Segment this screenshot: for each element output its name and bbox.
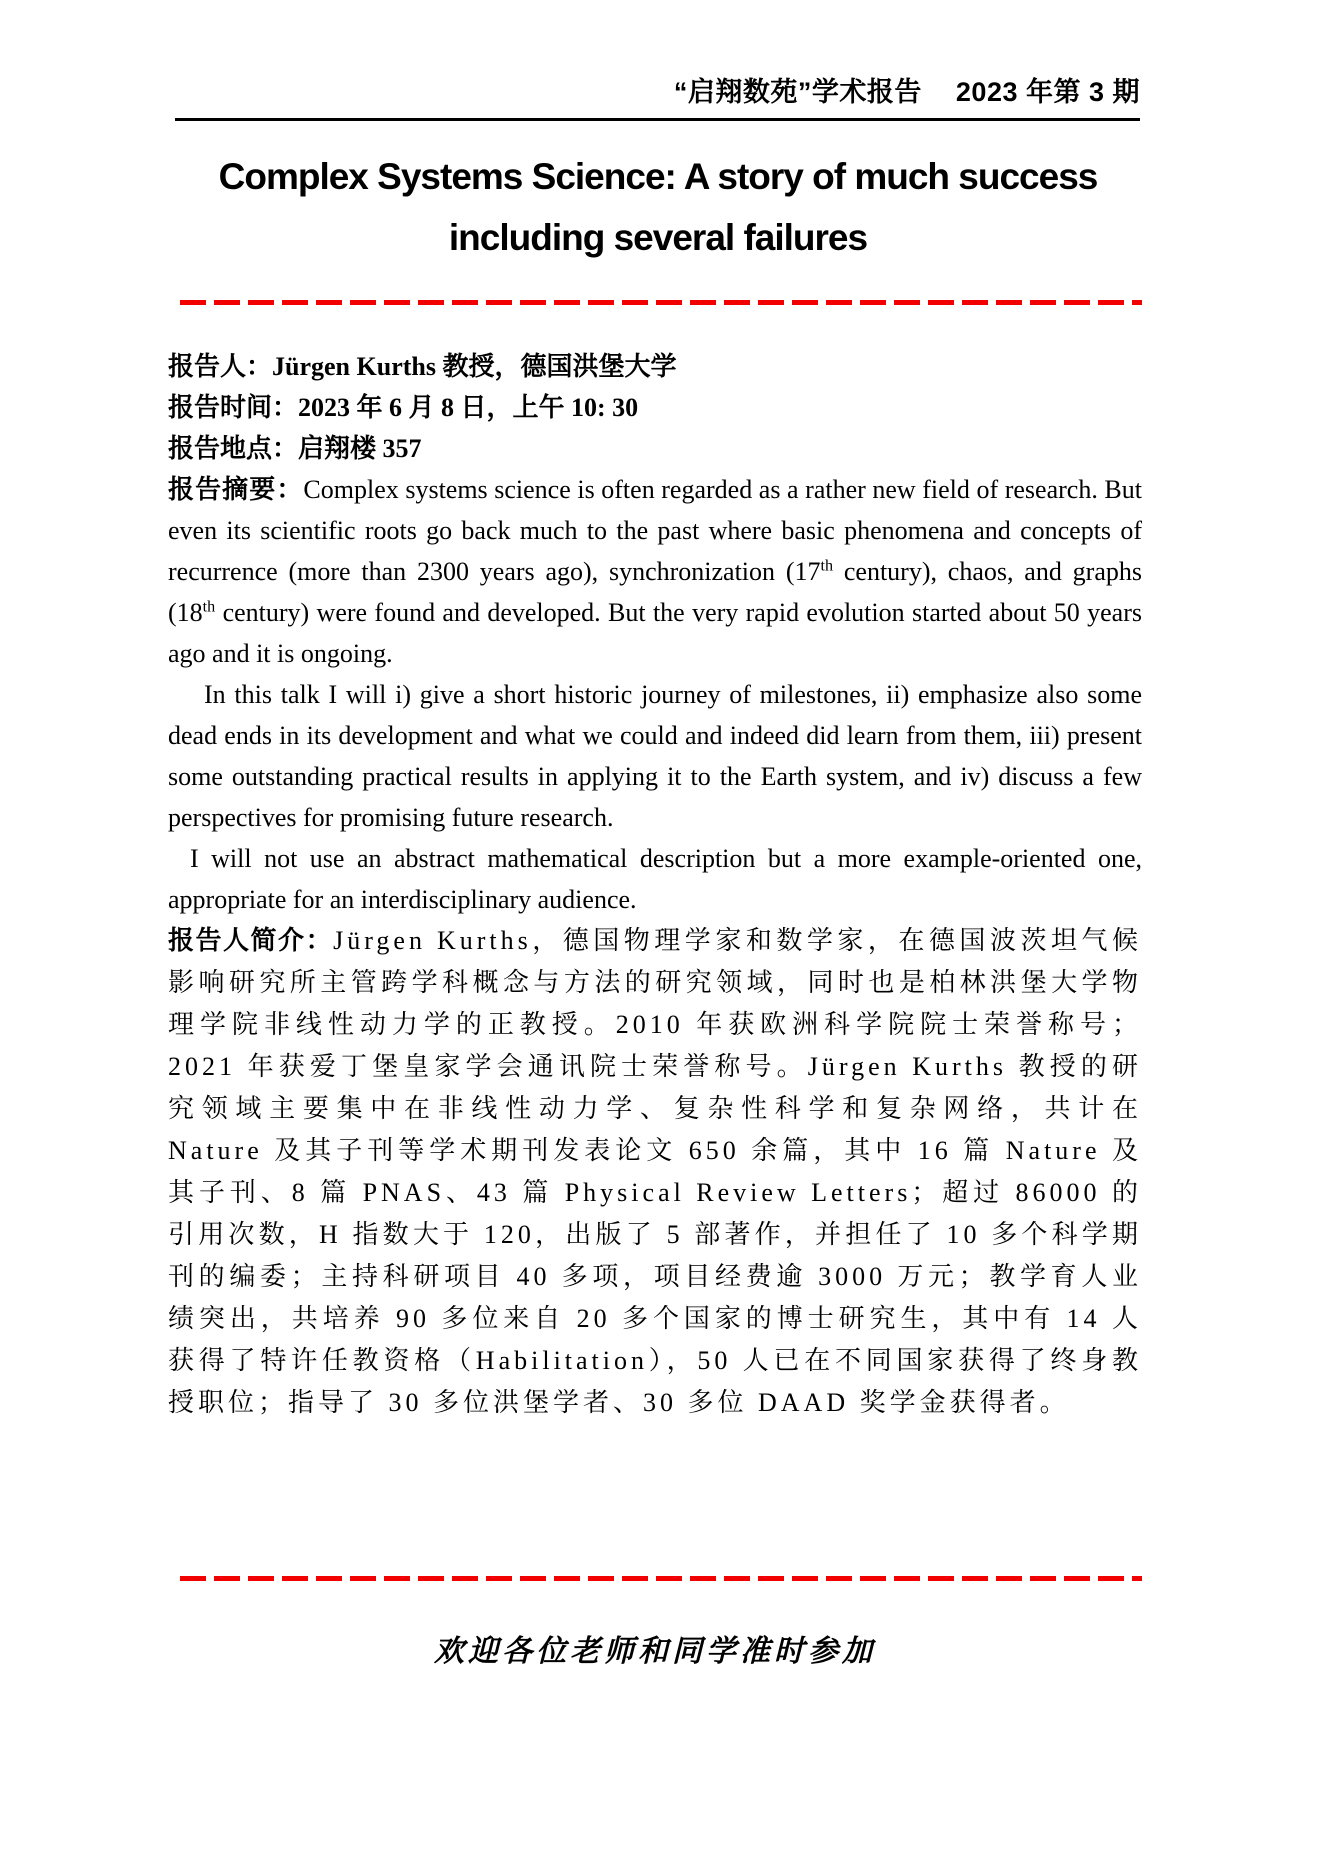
speaker-row [168, 346, 1142, 387]
bio-paragraph [168, 920, 1142, 1424]
abstract-label: 报告摘要： [168, 475, 304, 504]
title-line-2: including several failures [448, 217, 868, 258]
abstract-text-3: century) were found and developed. But the very rapid evolution started about 50 years ago and it is ongoing. [168, 598, 1142, 668]
superscript-th-1: th [820, 557, 834, 575]
seminar-title [168, 146, 1148, 268]
abstract-section [168, 469, 1142, 920]
abstract-text-1: Complex systems science is often regarded as a rather new field of research. But even its scientific roots go back much to the past where basic phenomena and concepts of recurrence (more than 2300 years ago), synchronization (17 [168, 475, 1142, 586]
bio-label: 报告人简介： [168, 926, 334, 955]
top-red-divider [180, 300, 1142, 305]
bio-text: Jürgen Kurths，德国物理学家和数学家，在德国波茨坦气候影响研究所主管跨学科概念与方法的研究领域，同时也是柏林洪堡大学物理学院非线性动力学的正教授。2010 年获欧洲科学院院士荣誉称号；2021 年获爱丁堡皇家学会通讯院士荣誉称号。Jürgen Kurths 教授的研究领域主要集中在非线性动力学、复杂性科学和复杂网络，共计在 Nature 及其子刊等学术期刊发表论文 650 余篇，其中 16 篇 Nature 及其子刊、8 篇 PNAS、43 篇 Physical Review Letters；超过 86000 的引用次数，H 指数大于 120，出版了 5 部著作，并担任了 10 多个科学期刊的编委；主持科研项目 40 多项，项目经费逾 3000 万元；教学育人业绩突出，共培养 90 多位来自 20 多个国家的博士研究生，其中有 14 人获得了特许任教资格（Habilitation），50 人已在不同国家获得了终身教授职位；指导了 30 多位洪堡学者、30 多位 DAAD 奖学金获得者。 [168, 926, 1142, 1417]
header-brand: “启翔数苑”学术报告 [673, 77, 922, 107]
speaker-label: 报告人： [168, 352, 273, 381]
venue-label: 报告地点： [168, 434, 299, 463]
abstract-paragraph-1 [168, 469, 1142, 674]
venue-row [168, 428, 1142, 469]
page-header [175, 70, 1140, 109]
superscript-th-2: th [202, 598, 216, 616]
bio-section [168, 920, 1142, 1424]
time-row [168, 387, 1142, 428]
time-value: 2023 年 6 月 8 日，上午 10: 30 [298, 393, 639, 422]
time-label: 报告时间： [168, 393, 299, 422]
header-rule [175, 118, 1140, 121]
bottom-red-divider [180, 1576, 1142, 1581]
title-line-1: Complex Systems Science: A story of much success [218, 156, 1098, 197]
main-content [168, 346, 1142, 1424]
header-issue: 2023 年第 3 期 [955, 77, 1140, 107]
info-section [168, 346, 1142, 469]
abstract-paragraph-2: In this talk I will i) give a short historic journey of milestones, ii) emphasize also some dead ends in its development and what we could and indeed did learn from them, iii) present some outstanding practical results in applying it to the Earth system, and iv) discuss a few perspectives for promising future research. [168, 680, 1142, 832]
abstract-paragraph-3: I will not use an abstract mathematical description but a more example-oriented one, appropriate for an interdisciplinary audience. [168, 844, 1142, 914]
abstract-text-2: century), chaos, and graphs (18 [168, 557, 1142, 627]
speaker-value: Jürgen Kurths 教授，德国洪堡大学 [272, 352, 677, 381]
venue-value: 启翔楼 357 [298, 434, 422, 463]
welcome-note: 欢迎各位老师和同学准时参加 [434, 1635, 876, 1668]
